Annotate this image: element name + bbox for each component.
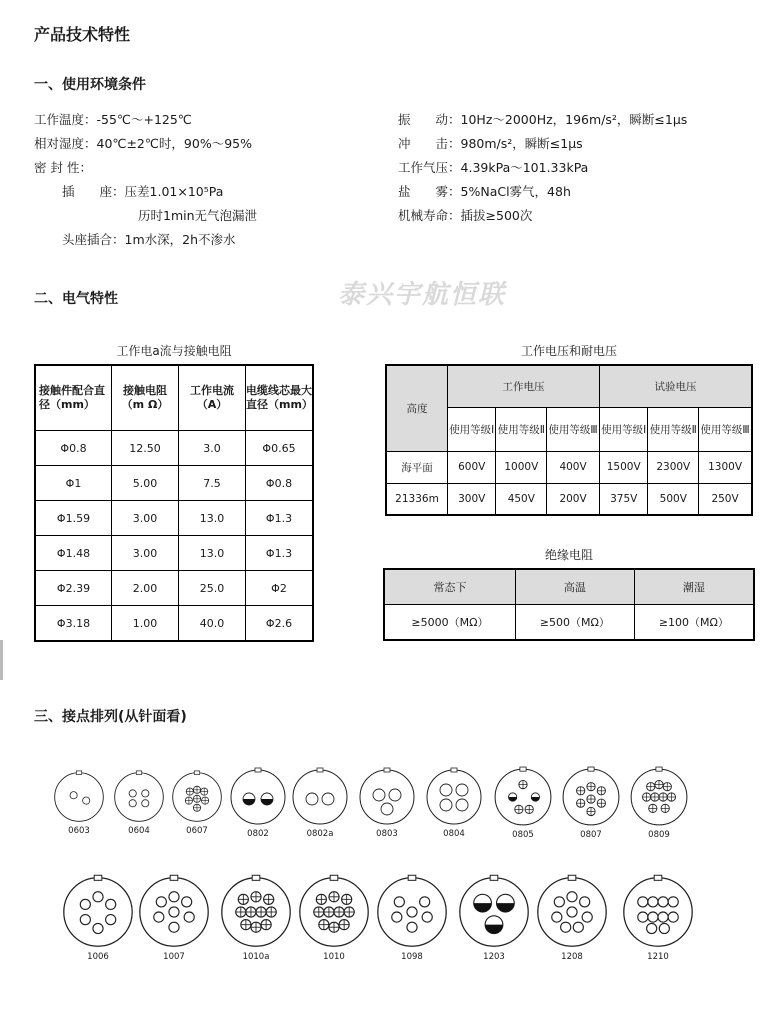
connector-label: 0805: [512, 830, 534, 840]
contact-pin: [129, 790, 136, 797]
contact-pin: [142, 790, 149, 797]
contact-pin: [668, 897, 678, 907]
table-cell: Φ2.39: [35, 571, 112, 606]
table-header: 常态下: [384, 569, 515, 605]
table-cell: ≥5000（MΩ）: [384, 605, 515, 641]
connector-1203: [456, 874, 532, 962]
key-notch: [136, 771, 141, 775]
table-header: 潮湿: [634, 569, 754, 605]
table-cell: Φ1.59: [35, 501, 112, 536]
key-notch: [384, 768, 390, 772]
connector-shell: [55, 773, 104, 822]
contact-pin: [638, 897, 648, 907]
contact-pin: [554, 897, 564, 907]
contact-pin: [668, 912, 678, 922]
table-cell: 200V: [547, 483, 600, 515]
key-notch: [654, 875, 662, 880]
contact-pin: [129, 800, 136, 807]
connector-label: 0604: [128, 826, 150, 836]
key-notch: [451, 768, 457, 772]
table-row: [35, 606, 313, 642]
connector-0809: [628, 766, 690, 840]
table-cell: 2300V: [648, 451, 699, 483]
contact-pin: [169, 907, 179, 917]
contact-pin: [561, 922, 571, 932]
table-cell: ≥100（MΩ）: [634, 605, 754, 641]
key-notch: [588, 767, 594, 771]
connector-face-1203: [456, 874, 532, 950]
connector-face-0603: [52, 770, 106, 824]
table-cell: 1300V: [699, 451, 752, 483]
table-row: [35, 536, 313, 571]
contact-pin: [80, 899, 90, 909]
contact-pin: [80, 915, 90, 925]
section-heading-environment: 一、使用环境条件: [34, 77, 146, 93]
connector-shell: [231, 770, 285, 824]
current-resistance-table: [34, 364, 314, 642]
connector-1210: [620, 874, 696, 962]
connector-1010: [296, 874, 372, 962]
cond-air-pressure: 工作气压：4.39kPa～101.33kPa: [398, 160, 589, 175]
connector-face-0809: [628, 766, 690, 828]
connector-1208: [534, 874, 610, 962]
contact-pin: [658, 897, 668, 907]
cond-mechanical-life: 机械寿命：插拔≥500次: [398, 208, 533, 223]
connector-label: 1010a: [242, 952, 270, 962]
table-cell: Φ1.3: [246, 501, 314, 536]
key-notch: [408, 875, 416, 880]
connector-0803: [357, 767, 417, 839]
table-header: 高度: [386, 365, 448, 451]
table-cell: Φ0.8: [35, 431, 112, 466]
contact-pin: [567, 892, 577, 902]
contact-pin: [567, 907, 577, 917]
table-cell: 40.0: [179, 606, 246, 642]
table-header: 高温: [515, 569, 634, 605]
contact-pin: [154, 912, 164, 922]
table-cell: 5.00: [112, 466, 179, 501]
table-cell: 13.0: [179, 536, 246, 571]
contact-pin: [373, 789, 385, 801]
contact-pin: [638, 912, 648, 922]
key-notch: [656, 767, 662, 771]
connector-shell: [293, 770, 347, 824]
contact-pin: [169, 922, 179, 932]
table-row: [35, 431, 313, 466]
connector-label: 0802: [247, 829, 269, 839]
key-notch: [255, 768, 261, 772]
table-header: 工作电压: [448, 365, 600, 407]
contact-pin: [322, 793, 334, 805]
table-header: 使用等级Ⅱ: [496, 407, 547, 451]
table-cell: Φ2.6: [246, 606, 314, 642]
table-header: 使用等级Ⅱ: [648, 407, 699, 451]
cond-shock: 冲 击：980m/s²，瞬断≤1μs: [398, 136, 583, 151]
table1-caption: 工作电a流与接触电阻: [116, 344, 232, 358]
contact-pin: [456, 799, 468, 811]
contact-pin: [648, 912, 658, 922]
connector-label: 1010: [323, 952, 345, 962]
contact-pin: [83, 797, 90, 804]
connector-shell: [427, 770, 481, 824]
contact-pin: [156, 897, 166, 907]
table-cell: 12.50: [112, 431, 179, 466]
connector-face-1010a: [218, 874, 294, 950]
key-notch: [194, 771, 199, 775]
connector-label: 0603: [68, 826, 90, 836]
table-cell: 375V: [599, 483, 647, 515]
table-cell: Φ0.65: [246, 431, 314, 466]
table-cell: 600V: [448, 451, 496, 483]
connector-0604: [112, 770, 166, 836]
connector-label: 0607: [186, 826, 208, 836]
contact-pin: [169, 892, 179, 902]
connector-label: 0804: [443, 829, 465, 839]
contact-pin: [647, 923, 657, 933]
table-cell: 2.00: [112, 571, 179, 606]
connector-1006: [60, 874, 136, 962]
page-title: 产品技术特性: [34, 25, 131, 44]
key-notch: [170, 875, 178, 880]
table-row: [384, 605, 754, 641]
contact-pin: [306, 793, 318, 805]
cond-vibration: 振 动：10Hz～2000Hz，196m/s²，瞬断≤1μs: [398, 112, 688, 127]
contact-pin: [582, 912, 592, 922]
key-notch: [568, 875, 576, 880]
table-cell: ≥500（MΩ）: [515, 605, 634, 641]
connector-0607: [170, 770, 224, 836]
insulation-table: [383, 568, 755, 641]
contact-pin: [407, 907, 417, 917]
connector-1010a: [218, 874, 294, 962]
table-cell: 450V: [496, 483, 547, 515]
connector-face-0807: [560, 766, 622, 828]
contact-pin: [93, 923, 103, 933]
connector-label: 1203: [483, 952, 505, 962]
connector-shell: [64, 878, 132, 946]
connector-1098: [374, 874, 450, 962]
key-notch: [94, 875, 102, 880]
table-cell: 500V: [648, 483, 699, 515]
contact-pin: [93, 892, 103, 902]
table-cell: 25.0: [179, 571, 246, 606]
connector-face-0802a: [290, 767, 350, 827]
connector-face-1098: [374, 874, 450, 950]
contact-pin: [456, 784, 468, 796]
table-header: 使用等级Ⅰ: [599, 407, 647, 451]
section-heading-contact-layout: 三、接点排列(从针面看): [34, 709, 187, 725]
connector-label: 0807: [580, 830, 602, 840]
contact-pin: [394, 897, 404, 907]
table-cell: 3.00: [112, 501, 179, 536]
connector-label: 1098: [401, 952, 423, 962]
table-cell: 7.5: [179, 466, 246, 501]
connector-0805: [492, 766, 554, 840]
contact-pin: [552, 912, 562, 922]
contact-pin: [106, 899, 116, 909]
table-cell: Φ3.18: [35, 606, 112, 642]
connector-0807: [560, 766, 622, 840]
connector-0802: [228, 767, 288, 839]
connector-face-1010: [296, 874, 372, 950]
cond-sealing: 密 封 性：: [34, 160, 92, 175]
connector-0802a: [290, 767, 350, 839]
connector-face-1208: [534, 874, 610, 950]
cond-socket-pressure: 插 座：压差1.01×10⁵Pa: [62, 184, 224, 199]
table-header: 使用等级Ⅰ: [448, 407, 496, 451]
table-cell: 400V: [547, 451, 600, 483]
connector-face-1007: [136, 874, 212, 950]
connector-shell: [115, 773, 164, 822]
contact-pin: [392, 912, 402, 922]
cond-socket-leak: 历时1min无气泡漏泄: [138, 208, 258, 223]
connector-face-1006: [60, 874, 136, 950]
table2-caption: 工作电压和耐电压: [520, 344, 617, 358]
connector-label: 1006: [87, 952, 109, 962]
connector-face-0803: [357, 767, 417, 827]
table-cell: 300V: [448, 483, 496, 515]
table-header: 使用等级Ⅲ: [547, 407, 600, 451]
connector-1007: [136, 874, 212, 962]
connector-face-1210: [620, 874, 696, 950]
key-notch: [317, 768, 323, 772]
cond-salt-fog: 盐 雾：5%NaCl雾气，48h: [398, 184, 571, 199]
connector-label: 0802a: [306, 829, 334, 839]
contact-pin: [648, 897, 658, 907]
contact-pin: [142, 800, 149, 807]
table-header-row: [35, 365, 313, 431]
connector-face-0804: [424, 767, 484, 827]
contact-pin: [182, 897, 192, 907]
connector-shell: [360, 770, 414, 824]
table-cell: 海平面: [386, 451, 448, 483]
table-cell: 21336m: [386, 483, 448, 515]
contact-pin: [407, 922, 417, 932]
table-cell: 1500V: [599, 451, 647, 483]
connector-shell: [460, 878, 528, 946]
table-cell: Φ2: [246, 571, 314, 606]
connector-0804: [424, 767, 484, 839]
contact-pin: [658, 912, 668, 922]
contact-pin: [440, 784, 452, 796]
contact-pin: [381, 803, 393, 815]
table-header-row: [386, 365, 752, 407]
table-header: 使用等级Ⅲ: [699, 407, 752, 451]
connector-label: 1208: [561, 952, 583, 962]
key-notch: [252, 875, 260, 880]
table-cell: 1.00: [112, 606, 179, 642]
key-notch: [76, 771, 81, 775]
table-cell: Φ1.48: [35, 536, 112, 571]
connector-shell: [495, 769, 551, 825]
table-cell: 250V: [699, 483, 752, 515]
watermark: 泰兴宇航恒联: [338, 280, 507, 310]
connector-shell: [624, 878, 692, 946]
table-header: 试验电压: [599, 365, 752, 407]
table-header-row: [384, 569, 754, 605]
contact-pin: [659, 923, 669, 933]
table-cell: 3.0: [179, 431, 246, 466]
key-notch: [520, 767, 526, 771]
contact-pin: [440, 799, 452, 811]
contact-pin: [420, 897, 430, 907]
table-cell: Φ0.8: [246, 466, 314, 501]
connector-label: 1210: [647, 952, 669, 962]
voltage-table: [385, 364, 753, 516]
connector-face-0604: [112, 770, 166, 824]
table-cell: Φ1: [35, 466, 112, 501]
section-heading-electrical: 二、电气特性: [34, 291, 118, 307]
table-header: 接触件配合直径（mm）: [35, 365, 112, 431]
table3-caption: 绝缘电阻: [544, 548, 593, 562]
table-cell: 1000V: [496, 451, 547, 483]
table-cell: Φ1.3: [246, 536, 314, 571]
table-row: [386, 451, 752, 483]
connector-face-0607: [170, 770, 224, 824]
connector-label: 0803: [376, 829, 398, 839]
page-edge-marker: [0, 640, 3, 680]
contact-pin: [184, 912, 194, 922]
key-notch: [490, 875, 498, 880]
connector-label: 0809: [648, 830, 670, 840]
table-cell: 13.0: [179, 501, 246, 536]
table-header: 电缆线芯最大直径（mm）: [246, 365, 314, 431]
key-notch: [330, 875, 338, 880]
connector-label: 1007: [163, 952, 185, 962]
contact-pin: [573, 922, 583, 932]
table-header: 接触电阻（m Ω）: [112, 365, 179, 431]
contact-pin: [580, 897, 590, 907]
connector-0603: [52, 770, 106, 836]
table-row: [35, 501, 313, 536]
table-row: [35, 571, 313, 606]
cond-working-temperature: 工作温度：-55℃～+125℃: [34, 112, 192, 127]
table-row: [386, 483, 752, 515]
cond-mating: 头座插合：1m水深，2h不渗水: [62, 232, 236, 247]
contact-pin: [106, 915, 116, 925]
contact-pin: [389, 789, 401, 801]
cond-relative-humidity: 相对湿度：40℃±2℃时，90%～95%: [34, 136, 252, 151]
contact-pin: [422, 912, 432, 922]
table-row: [35, 466, 313, 501]
table-header: 工作电流（A）: [179, 365, 246, 431]
connector-face-0802: [228, 767, 288, 827]
connector-face-0805: [492, 766, 554, 828]
table-cell: 3.00: [112, 536, 179, 571]
contact-pin: [70, 792, 77, 799]
